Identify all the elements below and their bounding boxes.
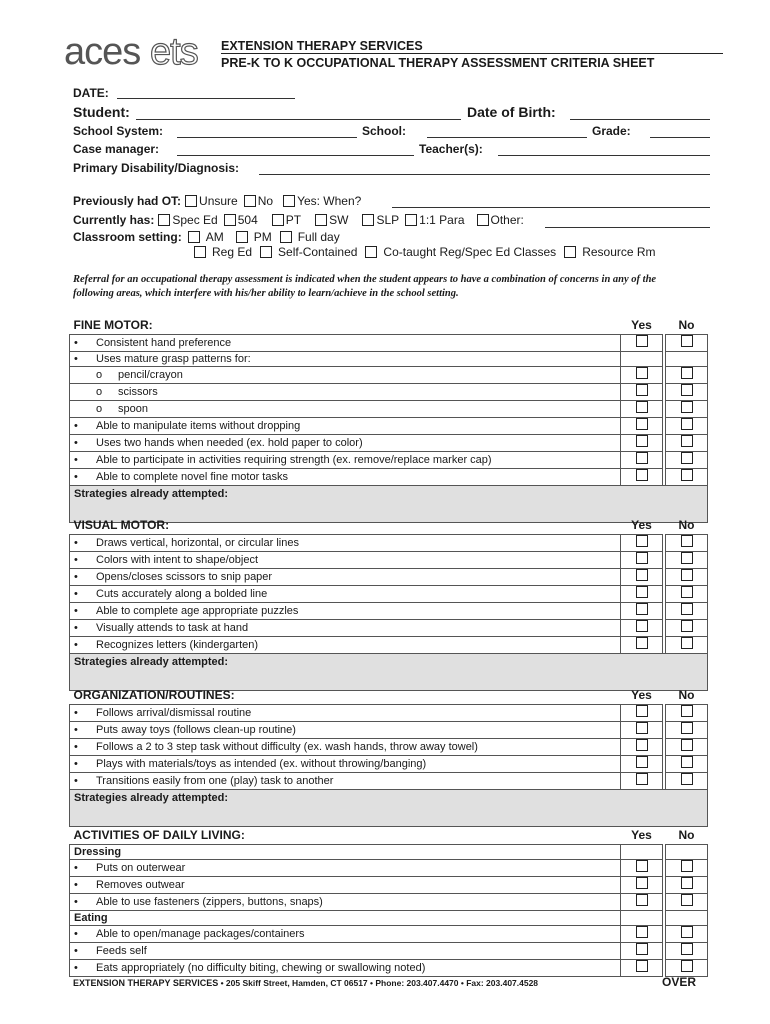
case-manager-label: Case manager: (73, 142, 160, 156)
resource-rm-checkbox[interactable] (564, 246, 576, 258)
yes-checkbox[interactable] (636, 469, 648, 481)
table-row (70, 911, 708, 926)
item-text: Visually attends to task at hand (96, 621, 249, 634)
table-row: • Follows a 2 to 3 step task without difficulty (ex. wash hands, throw away towel) (70, 739, 708, 756)
item-text: Able to use fasteners (zippers, buttons, snaps) (96, 895, 323, 908)
item-text: spoon (118, 402, 148, 415)
reg-ed-checkbox[interactable] (194, 246, 206, 258)
no-header: No (666, 316, 708, 335)
no-header: No (666, 686, 708, 705)
table-row: o scissors (70, 384, 708, 401)
yes-when-field[interactable] (392, 207, 710, 208)
item-text: Eats appropriately (no difficulty biting, chewing or swallowing noted) (96, 961, 426, 974)
sw-option: SW (329, 213, 349, 227)
yes-checkbox[interactable] (636, 773, 648, 785)
no-checkbox[interactable] (681, 773, 693, 785)
item-text: Opens/closes scissors to snip paper (96, 570, 273, 583)
no-checkbox[interactable] (681, 535, 693, 547)
no-checkbox[interactable] (681, 401, 693, 413)
yes-checkbox[interactable] (636, 620, 648, 632)
pm-option: PM (253, 230, 272, 244)
no-checkbox[interactable] (681, 586, 693, 598)
no-checkbox[interactable] (681, 384, 693, 396)
table-row: • Feeds self (70, 943, 708, 960)
no-checkbox[interactable] (681, 894, 693, 906)
table-row: • Follows arrival/dismissal routine (70, 705, 708, 722)
footer-org: EXTENSION THERAPY SERVICES (73, 978, 219, 988)
no-checkbox[interactable] (681, 637, 693, 649)
no-checkbox[interactable] (681, 435, 693, 447)
no-checkbox[interactable] (681, 603, 693, 615)
yes-checkbox[interactable] (636, 603, 648, 615)
no-checkbox[interactable] (681, 569, 693, 581)
item-text: scissors (118, 385, 158, 398)
item-text: Removes outwear (96, 878, 185, 891)
table-row: • Able to use fasteners (zippers, buttons, snaps) (70, 894, 708, 911)
footer-address: • 205 Skiff Street, Hamden, CT 06517 • Phone: 203.407.4470 • Fax: 203.407.4528 (218, 978, 539, 988)
date-field[interactable] (117, 98, 295, 99)
yes-when-option: Yes: When? (297, 194, 362, 208)
no-checkbox[interactable] (681, 722, 693, 734)
table-row: • Uses mature grasp patterns for: (70, 352, 708, 367)
other-field[interactable] (545, 227, 710, 228)
classroom-setting-label: Classroom setting: (73, 230, 182, 244)
no-checkbox[interactable] (681, 739, 693, 751)
item-text: Follows arrival/dismissal routine (96, 706, 252, 719)
table-row: • Opens/closes scissors to snip paper (70, 569, 708, 586)
table-row: • Puts on outerwear (70, 860, 708, 877)
school-field[interactable] (427, 137, 587, 138)
yes-header: Yes (621, 686, 663, 705)
fine-motor-strategies[interactable]: Strategies already attempted: (70, 486, 708, 523)
yes-checkbox[interactable] (636, 552, 648, 564)
grade-label: Grade: (592, 124, 631, 138)
svg-text:aces: aces (64, 31, 141, 73)
adl-table (69, 826, 708, 977)
no-header: No (666, 516, 708, 535)
currently-has-row (73, 213, 524, 227)
table-row: • Puts away toys (follows clean-up routine) (70, 722, 708, 739)
table-row: o spoon (70, 401, 708, 418)
item-text: Able to manipulate items without dropping (96, 419, 301, 432)
item-text: Puts away toys (follows clean-up routine) (96, 723, 296, 736)
no-checkbox[interactable] (681, 367, 693, 379)
yes-checkbox[interactable] (636, 367, 648, 379)
yes-header: Yes (621, 516, 663, 535)
slp-checkbox[interactable] (362, 214, 374, 226)
yes-checkbox[interactable] (636, 384, 648, 396)
item-text: Transitions easily from one (play) task to another (96, 774, 334, 787)
fine-motor-title: FINE MOTOR: (70, 316, 621, 335)
table-row: • Visually attends to task at hand (70, 620, 708, 637)
table-row: • Able to open/manage packages/containers (70, 926, 708, 943)
sw-checkbox[interactable] (315, 214, 327, 226)
yes-checkbox[interactable] (636, 894, 648, 906)
student-label: Student: (73, 104, 130, 120)
header-rule (221, 53, 723, 54)
previously-had-ot-label: Previously had OT: (73, 194, 182, 208)
adl-title: ACTIVITIES OF DAILY LIVING: (70, 826, 621, 845)
item-text: Uses two hands when needed (ex. hold paper to color) (96, 436, 363, 449)
table-row: • Consistent hand preference (70, 335, 708, 352)
table-row: • Cuts accurately along a bolded line (70, 586, 708, 603)
referral-note: Referral for an occupational therapy assessment is indicated when the student appears to have a combination of concerns in any of the following areas, which interfere with his/her ability to learn/achieve in the school setting. (73, 274, 657, 299)
item-text: Uses mature grasp patterns for: (96, 352, 251, 365)
currently-has-label: Currently has: (73, 213, 155, 227)
classroom-setting-row (73, 230, 340, 244)
school-label: School: (362, 124, 406, 138)
yes-checkbox[interactable] (636, 418, 648, 430)
teachers-label: Teacher(s): (419, 142, 483, 156)
para-option: 1:1 Para (419, 213, 465, 227)
over-label: OVER (662, 975, 697, 989)
yes-checkbox[interactable] (636, 637, 648, 649)
table-row: • Able to complete age appropriate puzzles (70, 603, 708, 620)
no-checkbox[interactable] (681, 960, 693, 972)
item-text: Draws vertical, horizontal, or circular lines (96, 536, 299, 549)
item-text: Feeds self (96, 944, 147, 957)
yes-checkbox[interactable] (636, 435, 648, 447)
organization-strategies[interactable]: Strategies already attempted: (70, 790, 708, 827)
eating-subheading: Eating (74, 911, 108, 924)
504-checkbox[interactable] (224, 214, 236, 226)
yes-checkbox[interactable] (636, 452, 648, 464)
no-header: No (666, 826, 708, 845)
table-row: • Able to participate in activities requiring strength (ex. remove/replace marker cap) (70, 452, 708, 469)
no-checkbox[interactable] (244, 195, 256, 207)
pt-checkbox[interactable] (272, 214, 284, 226)
spec-ed-checkbox[interactable] (158, 214, 170, 226)
unsure-checkbox[interactable] (185, 195, 197, 207)
no-option: No (257, 194, 274, 208)
yes-checkbox[interactable] (636, 960, 648, 972)
yes-checkbox[interactable] (636, 877, 648, 889)
yes-checkbox[interactable] (636, 739, 648, 751)
disability-label: Primary Disability/Diagnosis: (73, 161, 240, 175)
no-checkbox[interactable] (681, 943, 693, 955)
co-taught-option: Co-taught Reg/Spec Ed Classes (383, 245, 557, 259)
item-text: Plays with materials/toys as intended (ex. without throwing/banging) (96, 757, 427, 770)
yes-header: Yes (621, 316, 663, 335)
no-checkbox[interactable] (681, 335, 693, 347)
table-row: • Removes outwear (70, 877, 708, 894)
item-text: Colors with intent to shape/object (96, 553, 259, 566)
yes-when-checkbox[interactable] (283, 195, 295, 207)
no-checkbox[interactable] (681, 620, 693, 632)
pt-option: PT (285, 213, 302, 227)
visual-motor-title: VISUAL MOTOR: (70, 516, 621, 535)
item-text: Able to participate in activities requiring strength (ex. remove/replace marker cap) (96, 453, 492, 466)
item-text: Able to open/manage packages/containers (96, 927, 305, 940)
504-option: 504 (237, 213, 258, 227)
table-row: • Transitions easily from one (play) task to another (70, 773, 708, 790)
reg-ed-option: Reg Ed (212, 245, 253, 259)
classroom-setting-row2 (194, 245, 656, 259)
am-checkbox[interactable] (188, 231, 200, 243)
student-field[interactable] (136, 119, 461, 120)
self-contained-checkbox[interactable] (260, 246, 272, 258)
yes-checkbox[interactable] (636, 756, 648, 768)
slp-option: SLP (376, 213, 400, 227)
yes-checkbox[interactable] (636, 926, 648, 938)
svg-text:ets: ets (150, 31, 198, 73)
table-row: • Able to complete novel fine motor tasks (70, 469, 708, 486)
no-checkbox[interactable] (681, 877, 693, 889)
no-checkbox[interactable] (681, 452, 693, 464)
footer (73, 978, 538, 988)
table-row: • Uses two hands when needed (ex. hold paper to color) (70, 435, 708, 452)
item-text: Recognizes letters (kindergarten) (96, 638, 259, 651)
yes-checkbox[interactable] (636, 943, 648, 955)
item-text: Follows a 2 to 3 step task without difficulty (ex. wash hands, throw away towel) (96, 740, 478, 753)
table-row: • Plays with materials/toys as intended (ex. without throwing/banging) (70, 756, 708, 773)
no-checkbox[interactable] (681, 926, 693, 938)
fine-motor-table (69, 316, 708, 523)
spec-ed-option: Spec Ed (172, 213, 218, 227)
yes-checkbox[interactable] (636, 722, 648, 734)
no-checkbox[interactable] (681, 418, 693, 430)
aces-ets-logo (64, 30, 214, 74)
teachers-field[interactable] (498, 155, 710, 156)
para-checkbox[interactable] (405, 214, 417, 226)
no-checkbox[interactable] (681, 552, 693, 564)
no-checkbox[interactable] (681, 469, 693, 481)
dob-label: Date of Birth: (467, 104, 556, 120)
yes-checkbox[interactable] (636, 535, 648, 547)
yes-checkbox[interactable] (636, 860, 648, 872)
school-system-label: School System: (73, 124, 164, 138)
item-text: pencil/crayon (118, 368, 183, 381)
table-row: • Colors with intent to shape/object (70, 552, 708, 569)
date-label: DATE: (73, 86, 109, 100)
case-manager-field[interactable] (177, 155, 414, 156)
yes-checkbox[interactable] (636, 705, 648, 717)
unsure-option: Unsure (199, 194, 238, 208)
yes-header: Yes (621, 826, 663, 845)
school-system-field[interactable] (177, 137, 357, 138)
table-row: • Eats appropriately (no difficulty biting, chewing or swallowing noted) (70, 960, 708, 977)
pm-checkbox[interactable] (236, 231, 248, 243)
yes-checkbox[interactable] (636, 335, 648, 347)
header-title-line1: EXTENSION THERAPY SERVICES (221, 39, 423, 53)
organization-title: ORGANIZATION/ROUTINES: (70, 686, 621, 705)
previously-had-ot-row (73, 194, 361, 208)
disability-field[interactable] (259, 174, 710, 175)
co-taught-checkbox[interactable] (365, 246, 377, 258)
yes-checkbox[interactable] (636, 569, 648, 581)
other-option: Other: (490, 213, 524, 227)
table-row: o pencil/crayon (70, 367, 708, 384)
no-checkbox[interactable] (681, 705, 693, 717)
full-day-option: Full day (297, 230, 340, 244)
no-checkbox[interactable] (681, 756, 693, 768)
yes-checkbox[interactable] (636, 586, 648, 598)
self-contained-option: Self-Contained (278, 245, 358, 259)
other-checkbox[interactable] (477, 214, 489, 226)
yes-checkbox[interactable] (636, 401, 648, 413)
visual-motor-table (69, 516, 708, 691)
full-day-checkbox[interactable] (280, 231, 292, 243)
am-option: AM (205, 230, 224, 244)
item-text: Able to complete novel fine motor tasks (96, 470, 288, 483)
item-text: Consistent hand preference (96, 336, 232, 349)
table-row: • Recognizes letters (kindergarten) (70, 637, 708, 654)
visual-motor-strategies[interactable]: Strategies already attempted: (70, 654, 708, 691)
dob-field[interactable] (570, 119, 710, 120)
item-text: Cuts accurately along a bolded line (96, 587, 268, 600)
item-text: Able to complete age appropriate puzzles (96, 604, 299, 617)
item-text: Puts on outerwear (96, 861, 186, 874)
header-title-line2: PRE-K TO K OCCUPATIONAL THERAPY ASSESSMENT CRITERIA SHEET (221, 56, 655, 70)
no-checkbox[interactable] (681, 860, 693, 872)
grade-field[interactable] (650, 137, 710, 138)
table-row (70, 845, 708, 860)
dressing-subheading: Dressing (74, 845, 122, 858)
table-row: • Able to manipulate items without dropping (70, 418, 708, 435)
organization-table (69, 686, 708, 827)
table-row: • Draws vertical, horizontal, or circular lines (70, 535, 708, 552)
resource-rm-option: Resource Rm (582, 245, 656, 259)
